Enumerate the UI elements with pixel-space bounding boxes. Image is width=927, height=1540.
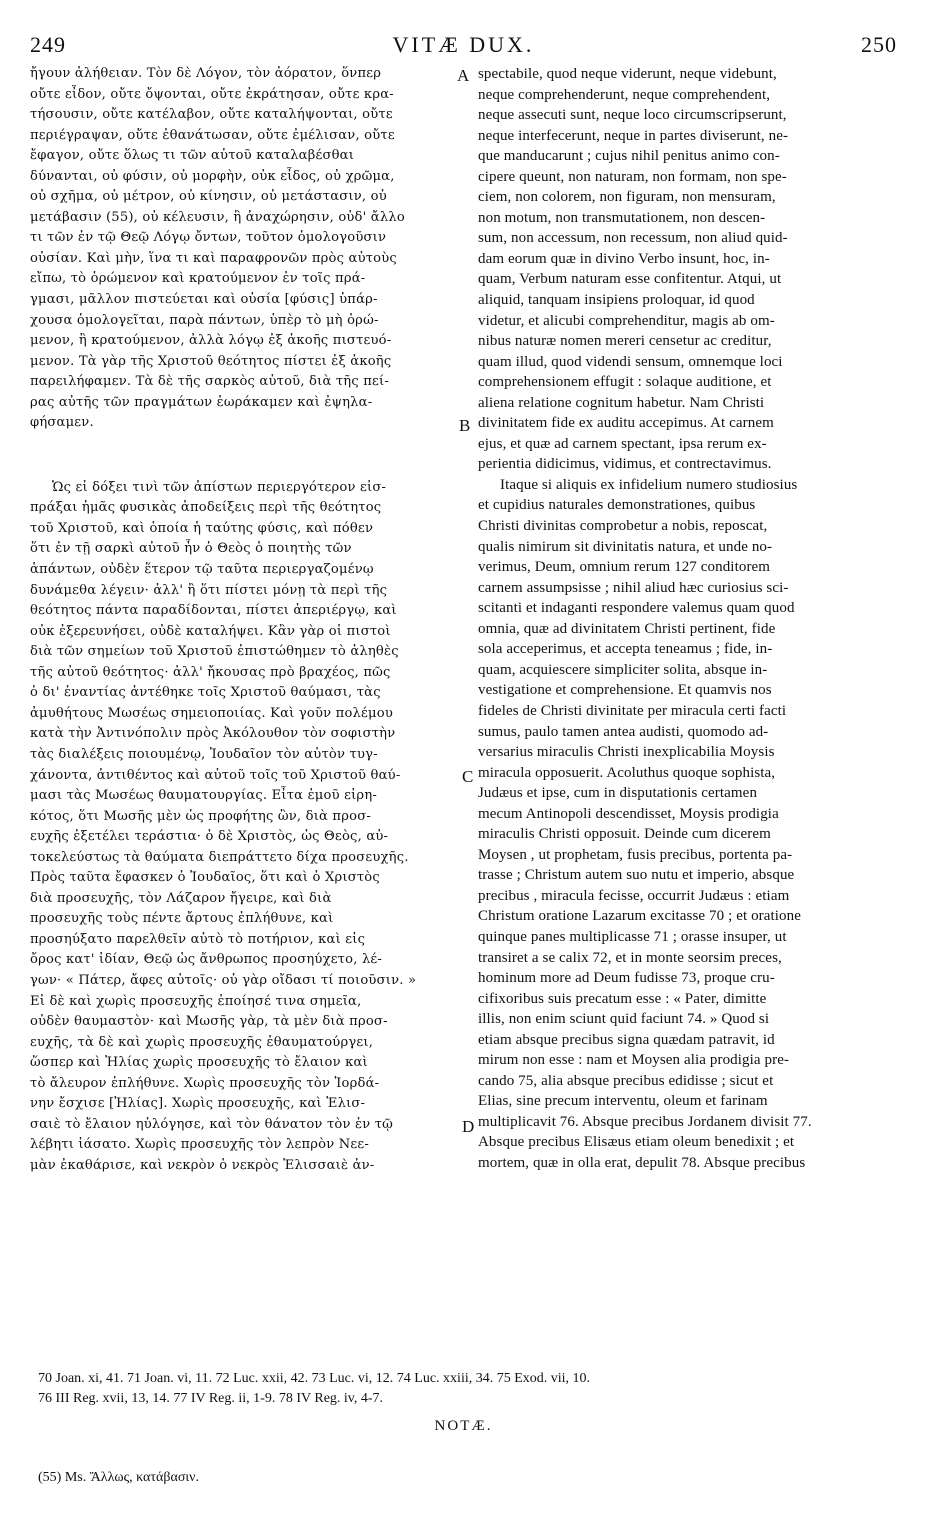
greek-paragraph-2: [30, 478, 460, 1177]
text-line: μενον. Τὰ γὰρ τῆς Χριστοῦ θεότητος πίστει ἐξ ἀκοῆς: [30, 353, 392, 369]
text-line: Moysen , ut prophetam, fusis precibus, portenta pa-: [478, 846, 793, 863]
text-line: μετάβασιν (55), οὐ κέλευσιν, ἢ ἀναχώρησιν, οὐδ' ἄλλο: [30, 209, 405, 225]
text-line: πράξαι ἡμᾶς φυσικὰς ἀποδείξεις περὶ τῆς θεότητος: [30, 500, 382, 516]
scripture-footnotes: [38, 1369, 898, 1409]
text-line: et cupidius naturales demonstrationes, quibus: [478, 497, 756, 514]
text-line: θεότητος πάντα παραδίδονται, πίστει ἀπεριέργῳ, καὶ: [30, 603, 397, 619]
text-line: quinque panes multiplicasse 71 ; orasse insuper, ut: [478, 928, 787, 945]
text-line: μασι τὰς Μωσέως θαυματουργίας. Εἶτα ἐμοῦ εἰρη-: [30, 788, 377, 804]
text-line: quam illud, quod videndi sensum, omnemque loci: [478, 353, 783, 370]
text-line: ἁπάντων, οὐδὲν ἕτερον τῷ ταῦτα περιεργαζομένῳ: [30, 562, 374, 578]
text-line: Christi divinitas comprobetur a nobis, reposcat,: [478, 518, 768, 535]
text-line: qualis nimirum sit divinitatis natura, et unde no-: [478, 538, 773, 555]
text-line: διὰ προσευχῆς, τὸν Λάζαρον ἤγειρε, καὶ διὰ: [30, 890, 332, 906]
text-line: quam, acquiescere simpliciter solita, absque in-: [478, 661, 768, 678]
page-number-left: 249: [30, 32, 66, 57]
text-line: δυνάμεθα λέγειν· ἀλλ' ἢ ὅτι πίστει μόνῃ τὰ περὶ τῆς: [30, 582, 388, 598]
text-line: videtur, et alicubi comprehenditur, magis ab om-: [478, 312, 775, 329]
text-line: χουσα ὁμολογεῖται, παρὰ πάντων, ὑπὲρ τὸ μὴ ὁρώ-: [30, 312, 379, 328]
text-line: cando 75, alia absque precibus edidisse ; sicut et: [478, 1072, 774, 1089]
latin-column: [478, 64, 896, 1174]
text-line: κότος, ὅτι Μωσῆς μὲν ὡς προφήτης ὢν, διὰ προσ-: [30, 808, 371, 824]
text-line: οὐ σχῆμα, οὐ μέτρον, οὐ κίνησιν, οὐ μετάστασιν, οὐ: [30, 189, 387, 205]
text-line: οὐσίαν. Καὶ μὴν, ἵνα τι καὶ παραφρονῶν πρὸς αὐτοὺς: [30, 250, 397, 266]
text-line: trasse ; Christum autem suo nutu et imperio, absque: [478, 867, 795, 884]
text-line: τὰς διαλέξεις ποιουμένῳ, Ἰουδαῖον τὸν αὐτὸν τυγ-: [30, 746, 378, 762]
text-line: sumus, paulo tamen antea audisti, quomodo ad-: [478, 723, 769, 740]
latin-text: [478, 64, 896, 1174]
text-line: miraculis Christi opposuit. Deinde cum dicerem: [478, 826, 771, 843]
text-line: τι τῶν ἐν τῷ Θεῷ Λόγῳ ὄντων, τοῦτον ὁμολογοῦσιν: [30, 230, 387, 246]
text-line: Absque precibus Elisæus etiam oleum benedixit ; et: [478, 1134, 795, 1151]
text-line: σαιὲ τὸ ἔλαιον ηὐλόγησε, καὶ τὸν θάνατον τὸν ἐν τῷ: [30, 1116, 394, 1132]
text-line: precibus , miracula fecisse, occurrit Judæus : etiam: [478, 887, 790, 904]
margin-marker-d: D: [462, 1117, 475, 1136]
note-55: (55) Ms. Ἄλλως, κατάβασιν.: [38, 1470, 199, 1485]
margin-marker-a: A: [457, 66, 470, 85]
text-line: οὐδὲν θαυμαστὸν· καὶ Μωσῆς γὰρ, τὰ μὲν διὰ προσ-: [30, 1014, 388, 1030]
text-line: ἀμυθήτους Μωσέως σημειοποιίας. Καὶ γοῦν πολέμου: [30, 705, 393, 721]
text-line: Elias, sine precum interventu, oleum et farinam: [478, 1093, 768, 1110]
text-line: παρειλήφαμεν. Τὰ δὲ τῆς σαρκὸς αὐτοῦ, διὰ τῆς πεί-: [30, 374, 389, 390]
text-line: τοκελεύστως τὰ θαύματα διεπράττετο δίχα προσευχῆς.: [30, 849, 409, 865]
text-line: non motum, non transmutationem, non descen-: [478, 209, 766, 226]
text-line: λέβητι ἰάσατο. Χωρὶς προσευχῆς τὸν λεπρὸν Νεε-: [30, 1137, 369, 1153]
text-line: γμασι, μᾶλλον πιστεύεται καὶ οὐσία [φύσις] ὑπάρ-: [30, 292, 378, 308]
text-line: οὐκ ἐξερευνήσει, οὐδὲ καταλήψει. Κἂν γὰρ οἱ πιστοὶ: [30, 623, 391, 639]
text-line: omnia, quæ ad divinitatem Christi pertinent, fide: [478, 620, 776, 637]
text-line: Πρὸς ταῦτα ἔφασκεν ὁ Ἰουδαῖος, ὅτι καὶ ὁ Χριστὸς: [30, 870, 380, 886]
greek-paragraph-1: [30, 64, 460, 434]
text-line: scitanti et indaganti respondere valemus quam quod: [478, 600, 795, 617]
text-line: nibus naturæ nomen mereri censetur ac creditur,: [478, 333, 772, 350]
text-line: τοῦ Χριστοῦ, καὶ ὁποία ἡ ταύτης φύσις, καὶ πόθεν: [30, 520, 374, 536]
footnote-line: 76 III Reg. xvii, 13, 14. 77 IV Reg. ii, 1-9. 78 IV Reg. iv, 4-7.: [38, 1391, 384, 1406]
notae-heading: NOTÆ.: [434, 1418, 493, 1434]
greek-column: [30, 64, 460, 1176]
text-line: aliena relatione cognitum habetur. Nam Christi: [478, 394, 765, 411]
text-line: vestigatione et comprehensione. Et quamvis nos: [478, 682, 772, 699]
text-line: ρας αὐτῆς τῶν πραγμάτων ἑωράκαμεν καὶ ἐψηλα-: [30, 394, 373, 410]
text-line: δύνανται, οὐ φύσιν, οὐ μορφὴν, οὐκ εἶδος, οὐ χρῶμα,: [30, 168, 395, 184]
text-line: γων· « Πάτερ, ἄφες αὐτοῖς· οὐ γὰρ οἴδασι τί ποιοῦσιν. »: [30, 972, 417, 988]
text-line: mecum Antinopoli descendisset, Moysis prodigia: [478, 805, 779, 822]
text-line: carnem assumpsisse ; nihil aliud hæc curiosius sci-: [478, 579, 789, 596]
text-line: dam eorum quæ in divino Verbo insunt, hoc, in-: [478, 250, 770, 267]
text-line: μενον, ἢ κρατούμενον, ἀλλὰ λόγῳ ἐξ ἀκοῆς πιστευό-: [30, 333, 392, 349]
text-line: transiret a se calix 72, et in monte seorsim preces,: [478, 949, 782, 966]
text-line: κατὰ τὴν Ἀντινόπολιν πρὸς Ἀκόλουθον τὸν σοφιστὴν: [30, 726, 396, 742]
text-line: ὥσπερ καὶ Ἠλίας χωρὶς προσευχῆς τὸ ἔλαιον καὶ: [30, 1055, 368, 1071]
text-line: neque assecuti sunt, neque loco circumscripserunt,: [478, 107, 787, 124]
running-header: [30, 32, 897, 60]
footnote-line: 70 Joan. xi, 41. 71 Joan. vi, 11. 72 Luc. xxii, 42. 73 Luc. vi, 12. 74 Luc. xxiii, 34. 75 Exod. vii, 10.: [38, 1371, 591, 1386]
text-line: φήσαμεν.: [30, 415, 94, 431]
text-line: Itaque si aliquis ex infidelium numero studiosius: [500, 476, 798, 493]
text-line: ὁ δι' ἐναντίας ἀντέθηκε τοῖς Χριστοῦ θαύμασι, τὰς: [30, 685, 381, 701]
text-line: versarius miraculis Christi inexplicabilia Moysis: [478, 744, 775, 761]
text-line: spectabile, quod neque viderunt, neque videbunt,: [478, 66, 777, 82]
text-line: multiplicavit 76. Absque precibus Jordanem divisit 77.: [478, 1113, 812, 1130]
text-line: προσηύξατο παρελθεῖν αὐτὸ τὸ ποτήριον, καὶ εἰς: [30, 931, 366, 947]
text-line: neque interfecerunt, neque in partes diviserunt, ne-: [478, 127, 789, 144]
text-line: comprehensionem effugit : solaque auditione, et: [478, 374, 772, 391]
text-line: ἔφαγον, οὔτε ὅλως τι τῶν αὐτοῦ καταλαβέσθαι: [30, 148, 355, 164]
text-line: ευχῆς, τὰ δὲ καὶ χωρὶς προσευχῆς ἐθαυματούργει,: [30, 1034, 374, 1050]
text-line: etiam absque precibus signa quædam patravit, id: [478, 1031, 775, 1048]
text-line: νην ἔσχισε [Ἠλίας]. Χωρὶς προσευχῆς, καὶ Ἐλισ-: [30, 1096, 366, 1112]
text-line: οὔτε εἶδον, οὔτε ὄψονται, οὔτε ἐκράτησαν, οὔτε κρα-: [30, 86, 394, 102]
text-line: hominum more ad Deum fudisse 73, proque cru-: [478, 970, 775, 987]
margin-marker-b: B: [459, 416, 471, 435]
running-title: VITÆ DUX.: [392, 32, 535, 57]
text-line: mirum non esse : nam et Moysen alia prodigia pre-: [478, 1052, 790, 1069]
text-line: Judæus et ipse, cum in disputationis certamen: [478, 785, 758, 802]
paragraph-gap: [30, 434, 460, 478]
text-line: cipere queunt, non naturam, non formam, non spe-: [478, 168, 787, 185]
text-line: neque comprehenderunt, neque comprehendent,: [478, 86, 771, 103]
text-line: τῆς αὐτοῦ θεότητος· ἀλλ' ἤκουσας πρὸ βραχέος, πῶς: [30, 664, 391, 680]
text-line: quam, Verbum naturam esse confitentur. Atqui, ut: [478, 271, 782, 288]
text-line: mortem, quæ in olla erat, depulit 78. Absque precibus: [478, 1154, 806, 1171]
text-line: εἴπω, τὸ ὁρώμενον καὶ κρατούμενον ἐν τοῖς πρά-: [30, 271, 366, 287]
text-line: τήσουσιν, οὔτε κατέλαβον, οὔτε καταλήψονται, οὔτε: [30, 107, 393, 123]
text-line: μὰν ἐκαθάρισε, καὶ νεκρὸν ὁ νεκρὸς Ἐλισσαιὲ ἀν-: [30, 1157, 375, 1173]
text-line: ὄρος κατ' ἰδίαν, Θεῷ ὡς ἄνθρωπος προσηύχετο, λέ-: [30, 952, 383, 968]
text-line: illis, non enim sciunt quid faciunt 74. » Quod si: [478, 1011, 770, 1028]
text-line: τὸ ἄλευρον ἐπλήθυνε. Χωρὶς προσευχῆς τὸν Ἰορδά-: [30, 1075, 380, 1091]
text-line: ciem, non colorem, non figuram, non mensuram,: [478, 189, 776, 206]
text-line: aliquid, tanquam insipiens proloquar, id quod: [478, 292, 755, 309]
text-line: verimus, Deum, omnium rerum 127 conditorem: [478, 559, 771, 576]
text-line: προσευχῆς τοὺς πέντε ἄρτους ἐπλήθυνε, καὶ: [30, 911, 334, 927]
text-line: Christum oratione Lazarum excitasse 70 ; et oratione: [478, 908, 802, 925]
text-line: perientia didicimus, vidimus, et contrectavimus.: [478, 456, 772, 473]
text-line: ejus, et quæ ad carnem spectant, ipsa rerum ex-: [478, 435, 767, 452]
text-line: ἤγουν ἀλήθειαν. Τὸν δὲ Λόγον, τὸν ἀόρατον, ὅνπερ: [30, 66, 382, 81]
text-line: divinitatem fide ex auditu accepimus. At carnem: [478, 415, 774, 432]
text-line: διὰ τῶν σημείων τοῦ Χριστοῦ ἐπιστώθημεν τὸ ἀληθὲς: [30, 644, 399, 660]
margin-marker-c: C: [462, 767, 474, 786]
text-line: περιέγραψαν, οὔτε ἐθανάτωσαν, οὔτε ἐμέλισαν, οὔτε: [30, 127, 395, 143]
text-line: Ὡς εἰ δόξει τινὶ τῶν ἀπίστων περιεργότερον εἰσ-: [52, 479, 387, 495]
text-line: Εἰ δὲ καὶ χωρὶς προσευχῆς ἐποίησέ τινα σημεῖα,: [30, 993, 362, 1009]
text-line: sola acceperimus, et accepta teneamus ; fide, in-: [478, 641, 773, 658]
text-line: ὅτι ἐν τῇ σαρκὶ αὐτοῦ ἦν ὁ Θεὸς ὁ ποιητὴς τῶν: [30, 541, 352, 557]
text-line: que manducarunt ; cujus nihil penitus animo con-: [478, 148, 780, 165]
text-line: ευχῆς ἐξετέλει τεράστια· ὁ δὲ Χριστὸς, ὡς Θεὸς, αὐ-: [30, 829, 389, 845]
text-line: χάνοντα, ἀντιθέντος καὶ αὐτοῦ τοῖς τοῦ Χριστοῦ θαύ-: [30, 767, 401, 783]
text-line: sum, non accessum, non recessum, non aliud quid-: [478, 230, 788, 247]
page-number-right: 250: [861, 32, 897, 57]
text-line: cifixoribus suis precatum esse : « Pater, dimitte: [478, 990, 767, 1007]
text-line: fideles de Christi divinitate per miracula certi facti: [478, 702, 787, 719]
text-line: miracula opposuerit. Acoluthus quoque sophista,: [478, 764, 776, 781]
